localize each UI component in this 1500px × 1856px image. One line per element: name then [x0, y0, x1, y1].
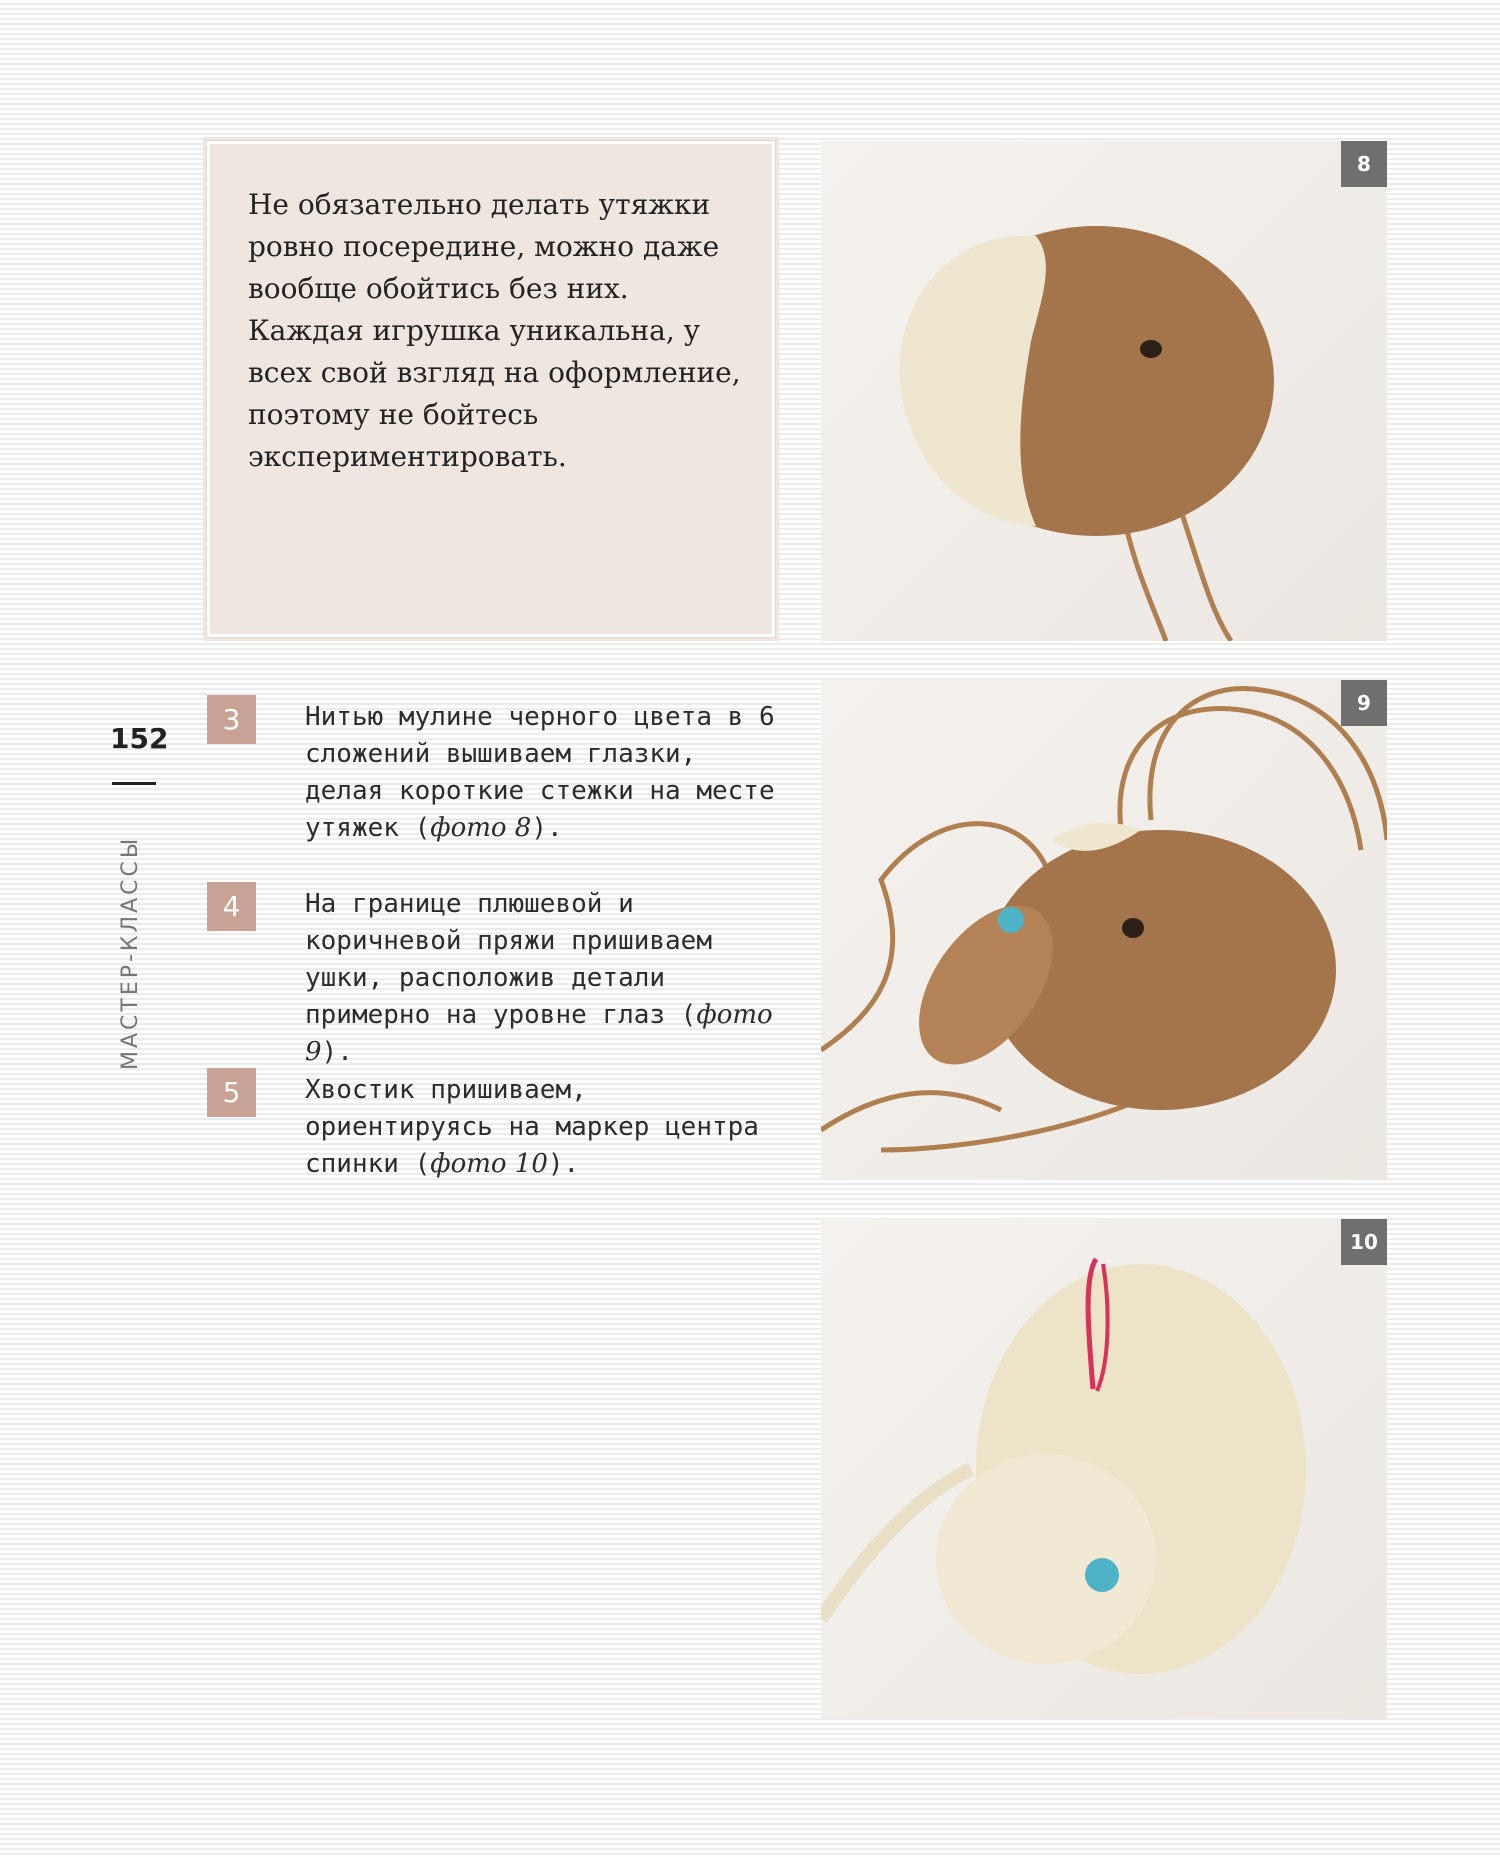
step-3-text: Нитью мулине черного цвета в 6 сложений вышиваем глазки, делая короткие стежки на месте утяжек (фото 8). — [305, 702, 775, 843]
photo-9-number: 9 — [1341, 680, 1387, 726]
step-4-photo-ref: фото 9 — [305, 1000, 773, 1067]
step-3-photo-ref: фото 8 — [430, 813, 532, 843]
photo-8-number: 8 — [1341, 141, 1387, 187]
page-number: 152 — [110, 722, 169, 755]
page-number-rule — [112, 782, 156, 785]
step-5-badge: 5 — [207, 1068, 256, 1117]
step-3-badge: 3 — [207, 695, 256, 744]
step-4-text: На границе плюшевой и коричневой пряжи пришиваем ушки, расположив детали примерно на уровне глаз (фото 9). — [305, 889, 773, 1067]
photo-9-illustration — [821, 680, 1387, 1180]
photo-8-illustration — [821, 141, 1387, 641]
tip-box — [207, 141, 775, 637]
photo-8 — [821, 141, 1387, 641]
section-label: МАСТЕР-КЛАССЫ — [118, 835, 143, 1070]
photo-10-number: 10 — [1341, 1219, 1387, 1265]
photo-9 — [821, 680, 1387, 1180]
step-4-badge: 4 — [207, 882, 256, 931]
step-5-photo-ref: фото 10 — [430, 1149, 548, 1179]
photo-10-illustration — [821, 1219, 1387, 1719]
photo-10 — [821, 1219, 1387, 1719]
tip-text: Не обязательно делать утяжки ровно посередине, можно даже вообще обойтись без них. Каждая игрушка уникальна, у всех свой взгляд на оформление, поэтому не бойтесь экспериментировать. — [248, 188, 741, 473]
step-5-text: Хвостик пришиваем, ориентируясь на маркер центра спинки (фото 10). — [305, 1075, 759, 1179]
